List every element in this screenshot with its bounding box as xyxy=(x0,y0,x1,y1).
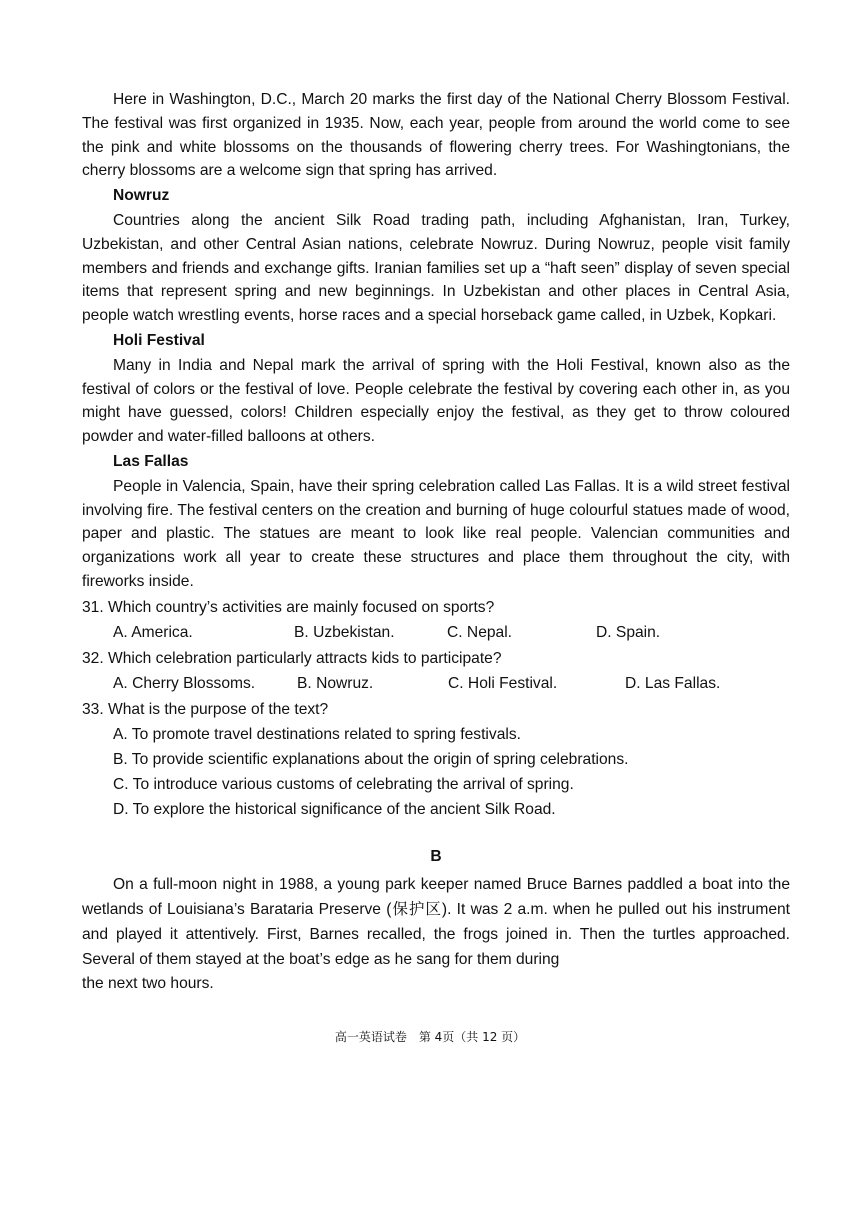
section-heading-holi: Holi Festival xyxy=(113,331,205,349)
question-stem: 32. Which celebration particularly attracts kids to participate? xyxy=(82,649,502,667)
options-row xyxy=(82,671,790,696)
intro-paragraph: Here in Washington, D.C., March 20 marks the first day of the National Cherry Blossom Festival. The festival was first organized in 1935. Now, each year, people from around the world come to see the pink and white blossoms on the thousands of flowering cherry trees. For Washingtonians, the cherry blossoms are a welcome sign that spring has arrived. xyxy=(82,91,790,180)
question-33 xyxy=(82,697,790,822)
option-a[interactable]: A. Cherry Blossoms. xyxy=(113,674,256,692)
option-d[interactable]: D. Spain. xyxy=(596,623,661,641)
question-31 xyxy=(82,595,790,645)
option-d[interactable]: D. To explore the historical significance of the ancient Silk Road. xyxy=(113,800,556,818)
options-row xyxy=(82,620,790,645)
passage-b-paragraph: On a full-moon night in 1988, a young park keeper named Bruce Barnes paddled a boat into the wetlands of Louisiana’s Barataria Preserve (保护区). It was 2 a.m. when he pulled out his instrument and played it attentively. First, Barnes recalled, the frogs joined in. Then the turtles approached. Several of them stayed at the boat’s edge as he sang for them during xyxy=(82,875,790,968)
question-32 xyxy=(82,646,790,696)
passage-b-paragraph-tail: the next two hours. xyxy=(82,974,214,992)
option-a[interactable]: A. America. xyxy=(113,623,193,641)
option-c[interactable]: C. To introduce various customs of celebrating the arrival of spring. xyxy=(113,775,574,793)
option-c[interactable]: C. Holi Festival. xyxy=(448,674,558,692)
question-stem: 31. Which country’s activities are mainly focused on sports? xyxy=(82,598,495,616)
option-b[interactable]: B. Uzbekistan. xyxy=(294,623,395,641)
option-c[interactable]: C. Nepal. xyxy=(447,623,513,641)
exam-page xyxy=(82,88,790,996)
page-footer: 高一英语试卷 第 4页（共 12 页） xyxy=(334,1030,526,1044)
option-b[interactable]: B. Nowruz. xyxy=(297,674,374,692)
section-text-holi: Many in India and Nepal mark the arrival of spring with the Holi Festival, known also as the festival of colors or the festival of love. People celebrate the festival by covering each other in, as you might have guessed, colors! Children especially enjoy the festival, as they get to throw coloured powder and water-filled balloons at others. xyxy=(82,356,790,446)
passage-b-label: B xyxy=(430,847,442,865)
option-a[interactable]: A. To promote travel destinations related to spring festivals. xyxy=(113,725,521,743)
option-b[interactable]: B. To provide scientific explanations about the origin of spring celebrations. xyxy=(113,750,629,768)
section-text-las-fallas: People in Valencia, Spain, have their spring celebration called Las Fallas. It is a wild street festival involving fire. The festival centers on the creation and burning of huge colourful statues made of wood, paper and plastic. The statues are meant to look like real people. Valencian communities and organizations work all year to create these structures and place them throughout the city, with fireworks inside. xyxy=(82,477,790,590)
option-d[interactable]: D. Las Fallas. xyxy=(625,674,721,692)
section-text-nowruz: Countries along the ancient Silk Road trading path, including Afghanistan, Iran, Turkey, Uzbekistan, and other Central Asian nations, celebrate Nowruz. During Nowruz, people visit family members and friends and exchange gifts. Iranian families set up a “haft seen” display of seven special items that represent spring and new beginnings. In Uzbekistan and other places in Central Asia, people watch wrestling events, horse races and a special horseback game called, in Uzbek, Kopkari. xyxy=(82,211,790,325)
section-heading-las-fallas: Las Fallas xyxy=(113,452,189,470)
section-heading-nowruz: Nowruz xyxy=(113,187,170,205)
question-stem: 33. What is the purpose of the text? xyxy=(82,700,329,718)
